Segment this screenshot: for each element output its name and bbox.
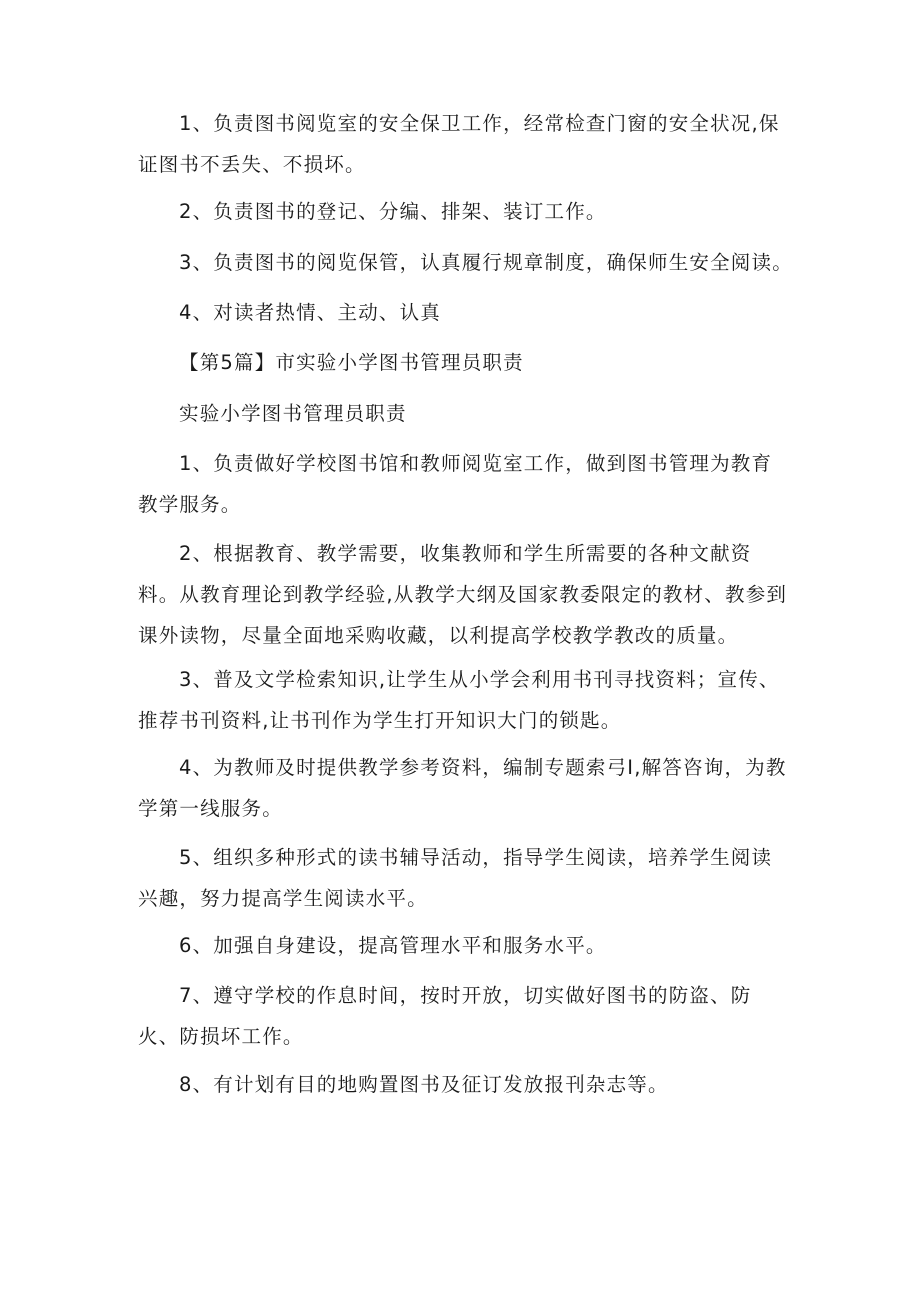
- paragraph-9: 5、组织多种形式的读书辅导活动，指导学生阅读，培养学生阅读兴趣，努力提高学生阅读水平。: [138, 846, 773, 910]
- paragraph-2: 2、负责图书的登记、分编、排架、装订工作。: [179, 200, 607, 223]
- paragraph-8: 4、为教师及时提供教学参考资料，编制专题索弓I,解答咨询，为教学第一线服务。: [138, 756, 787, 820]
- paragraph-12: 8、有计划有目的地购置图书及征订发放报刊杂志等。: [179, 1073, 669, 1096]
- paragraph-3: 3、负责图书的阅览保管，认真履行规章制度，确保师生安全阅读。: [179, 251, 793, 274]
- paragraph-1: 1、负责图书阅览室的安全保卫工作，经常检查门窗的安全状况,保证图书不丢失、不损坏。: [138, 112, 780, 176]
- paragraph-6: 2、根据教育、教学需要，收集教师和学生所需要的各种文献资料。从教育理论到教学经验,从教学大纲及国家教委限定的教材、教参到课外读物，尽量全面地采购收藏，以利提高学校教学教改的质量。: [138, 542, 788, 647]
- paragraph-10: 6、加强自身建设，提高管理水平和服务水平。: [179, 934, 607, 957]
- paragraph-11: 7、遵守学校的作息时间，按时开放，切实做好图书的防盗、防火、防损坏工作。: [138, 984, 752, 1048]
- section-subtitle: 实验小学图书管理员职责: [179, 402, 407, 425]
- paragraph-5: 1、负责做好学校图书馆和教师阅览室工作，做到图书管理为教育教学服务。: [138, 452, 773, 516]
- section-heading: 【第5篇】市实验小学图书管理员职责: [179, 351, 524, 374]
- paragraph-4: 4、对读者热情、主动、认真: [179, 301, 442, 324]
- paragraph-7: 3、普及文学检索知识,让学生从小学会利用书刊寻找资料；宣传、推荐书刊资料,让书刊作为学生打开知识大门的锁匙。: [138, 668, 780, 732]
